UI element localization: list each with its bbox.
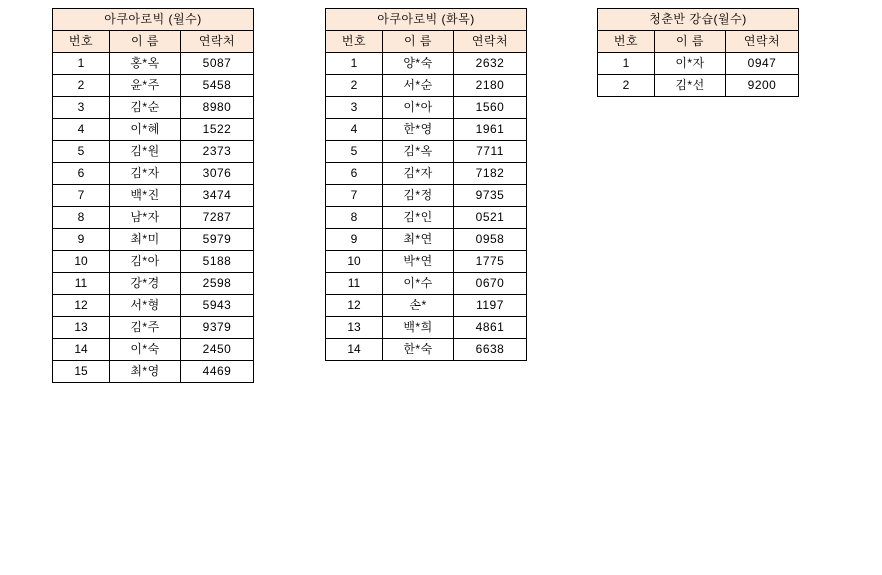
cell-contact: 2632 xyxy=(454,53,527,75)
column-header-name: 이 름 xyxy=(110,31,181,53)
table-row xyxy=(53,273,254,295)
cell-name: 김*선 xyxy=(655,75,726,97)
cell-name: 강*경 xyxy=(110,273,181,295)
cell-contact: 0670 xyxy=(454,273,527,295)
cell-name: 서*형 xyxy=(110,295,181,317)
cell-name: 김*자 xyxy=(110,163,181,185)
cell-number: 9 xyxy=(326,229,383,251)
cell-number: 14 xyxy=(53,339,110,361)
cell-name: 김*정 xyxy=(383,185,454,207)
cell-number: 1 xyxy=(53,53,110,75)
cell-number: 12 xyxy=(53,295,110,317)
cell-name: 김*아 xyxy=(110,251,181,273)
cell-contact: 5087 xyxy=(181,53,254,75)
cell-number: 5 xyxy=(326,141,383,163)
cell-contact: 2450 xyxy=(181,339,254,361)
cell-number: 8 xyxy=(53,207,110,229)
column-header-name: 이 름 xyxy=(655,31,726,53)
cell-contact: 2373 xyxy=(181,141,254,163)
roster-block-aquarobic-tue-thu xyxy=(325,8,527,361)
cell-name: 이*자 xyxy=(655,53,726,75)
cell-name: 김*인 xyxy=(383,207,454,229)
cell-contact: 5188 xyxy=(181,251,254,273)
table-row xyxy=(326,75,527,97)
table-header-row xyxy=(53,31,254,53)
cell-contact: 7711 xyxy=(454,141,527,163)
table-row xyxy=(326,97,527,119)
table-row xyxy=(53,229,254,251)
cell-contact: 4469 xyxy=(181,361,254,383)
cell-contact: 4861 xyxy=(454,317,527,339)
cell-number: 3 xyxy=(326,97,383,119)
cell-name: 윤*주 xyxy=(110,75,181,97)
table-header-row xyxy=(326,31,527,53)
cell-number: 1 xyxy=(598,53,655,75)
cell-number: 7 xyxy=(53,185,110,207)
cell-name: 김*순 xyxy=(110,97,181,119)
cell-contact: 1961 xyxy=(454,119,527,141)
table-row xyxy=(326,185,527,207)
cell-name: 남*자 xyxy=(110,207,181,229)
roster-table xyxy=(325,8,527,361)
cell-contact: 1775 xyxy=(454,251,527,273)
cell-contact: 1197 xyxy=(454,295,527,317)
cell-contact: 0521 xyxy=(454,207,527,229)
table-title-row xyxy=(598,9,799,31)
table-row xyxy=(53,317,254,339)
table-header-row xyxy=(598,31,799,53)
table-row xyxy=(53,185,254,207)
cell-number: 6 xyxy=(326,163,383,185)
cell-number: 10 xyxy=(326,251,383,273)
cell-number: 11 xyxy=(326,273,383,295)
cell-name: 이*수 xyxy=(383,273,454,295)
table-row xyxy=(53,141,254,163)
table-row xyxy=(53,339,254,361)
cell-contact: 2598 xyxy=(181,273,254,295)
table-row xyxy=(598,75,799,97)
cell-contact: 1560 xyxy=(454,97,527,119)
cell-name: 김*자 xyxy=(383,163,454,185)
table-row xyxy=(53,295,254,317)
cell-name: 최*영 xyxy=(110,361,181,383)
cell-number: 8 xyxy=(326,207,383,229)
cell-name: 홍*옥 xyxy=(110,53,181,75)
cell-contact: 9735 xyxy=(454,185,527,207)
cell-number: 4 xyxy=(326,119,383,141)
column-header-name: 이 름 xyxy=(383,31,454,53)
column-header-number: 번호 xyxy=(326,31,383,53)
column-header-number: 번호 xyxy=(598,31,655,53)
table-title-row xyxy=(53,9,254,31)
table-title: 아쿠아로빅 (화목) xyxy=(326,9,527,31)
roster-block-youth-class-mon-wed xyxy=(597,8,799,97)
cell-name: 서*순 xyxy=(383,75,454,97)
cell-contact: 9379 xyxy=(181,317,254,339)
table-row xyxy=(598,53,799,75)
cell-number: 13 xyxy=(53,317,110,339)
cell-contact: 5943 xyxy=(181,295,254,317)
table-row xyxy=(53,53,254,75)
cell-number: 11 xyxy=(53,273,110,295)
table-row xyxy=(326,119,527,141)
cell-contact: 7182 xyxy=(454,163,527,185)
table-title: 아쿠아로빅 (월수) xyxy=(53,9,254,31)
column-header-contact: 연락처 xyxy=(181,31,254,53)
cell-number: 15 xyxy=(53,361,110,383)
table-row xyxy=(326,53,527,75)
cell-name: 김*원 xyxy=(110,141,181,163)
table-row xyxy=(53,207,254,229)
cell-name: 한*숙 xyxy=(383,339,454,361)
table-row xyxy=(53,163,254,185)
cell-number: 3 xyxy=(53,97,110,119)
table-row xyxy=(326,339,527,361)
cell-name: 백*진 xyxy=(110,185,181,207)
cell-contact: 9200 xyxy=(726,75,799,97)
cell-name: 손* xyxy=(383,295,454,317)
cell-number: 6 xyxy=(53,163,110,185)
table-row xyxy=(326,295,527,317)
table-row xyxy=(326,141,527,163)
cell-name: 최*미 xyxy=(110,229,181,251)
cell-name: 최*연 xyxy=(383,229,454,251)
cell-contact: 2180 xyxy=(454,75,527,97)
cell-number: 4 xyxy=(53,119,110,141)
roster-block-aquarobic-mon-wed xyxy=(52,8,254,383)
cell-contact: 0958 xyxy=(454,229,527,251)
cell-name: 박*연 xyxy=(383,251,454,273)
cell-name: 김*주 xyxy=(110,317,181,339)
cell-number: 7 xyxy=(326,185,383,207)
table-row xyxy=(53,97,254,119)
column-header-contact: 연락처 xyxy=(726,31,799,53)
table-row xyxy=(53,75,254,97)
cell-contact: 3076 xyxy=(181,163,254,185)
table-row xyxy=(53,251,254,273)
cell-number: 2 xyxy=(53,75,110,97)
table-row xyxy=(326,273,527,295)
table-row xyxy=(53,119,254,141)
cell-number: 2 xyxy=(326,75,383,97)
cell-name: 양*숙 xyxy=(383,53,454,75)
table-row xyxy=(326,251,527,273)
cell-number: 13 xyxy=(326,317,383,339)
table-title-row xyxy=(326,9,527,31)
cell-name: 이*아 xyxy=(383,97,454,119)
roster-table xyxy=(597,8,799,97)
cell-contact: 7287 xyxy=(181,207,254,229)
table-row xyxy=(326,317,527,339)
cell-name: 백*희 xyxy=(383,317,454,339)
cell-name: 이*숙 xyxy=(110,339,181,361)
cell-contact: 0947 xyxy=(726,53,799,75)
column-header-contact: 연락처 xyxy=(454,31,527,53)
column-header-number: 번호 xyxy=(53,31,110,53)
cell-contact: 1522 xyxy=(181,119,254,141)
table-row xyxy=(53,361,254,383)
cell-number: 12 xyxy=(326,295,383,317)
cell-name: 이*혜 xyxy=(110,119,181,141)
cell-number: 5 xyxy=(53,141,110,163)
roster-table xyxy=(52,8,254,383)
cell-contact: 5979 xyxy=(181,229,254,251)
table-row xyxy=(326,163,527,185)
table-title: 청춘반 강습(월수) xyxy=(598,9,799,31)
cell-name: 한*영 xyxy=(383,119,454,141)
cell-name: 김*옥 xyxy=(383,141,454,163)
cell-number: 10 xyxy=(53,251,110,273)
cell-contact: 6638 xyxy=(454,339,527,361)
cell-number: 9 xyxy=(53,229,110,251)
cell-contact: 5458 xyxy=(181,75,254,97)
table-row xyxy=(326,207,527,229)
table-row xyxy=(326,229,527,251)
cell-number: 14 xyxy=(326,339,383,361)
cell-contact: 3474 xyxy=(181,185,254,207)
cell-number: 1 xyxy=(326,53,383,75)
cell-contact: 8980 xyxy=(181,97,254,119)
cell-number: 2 xyxy=(598,75,655,97)
